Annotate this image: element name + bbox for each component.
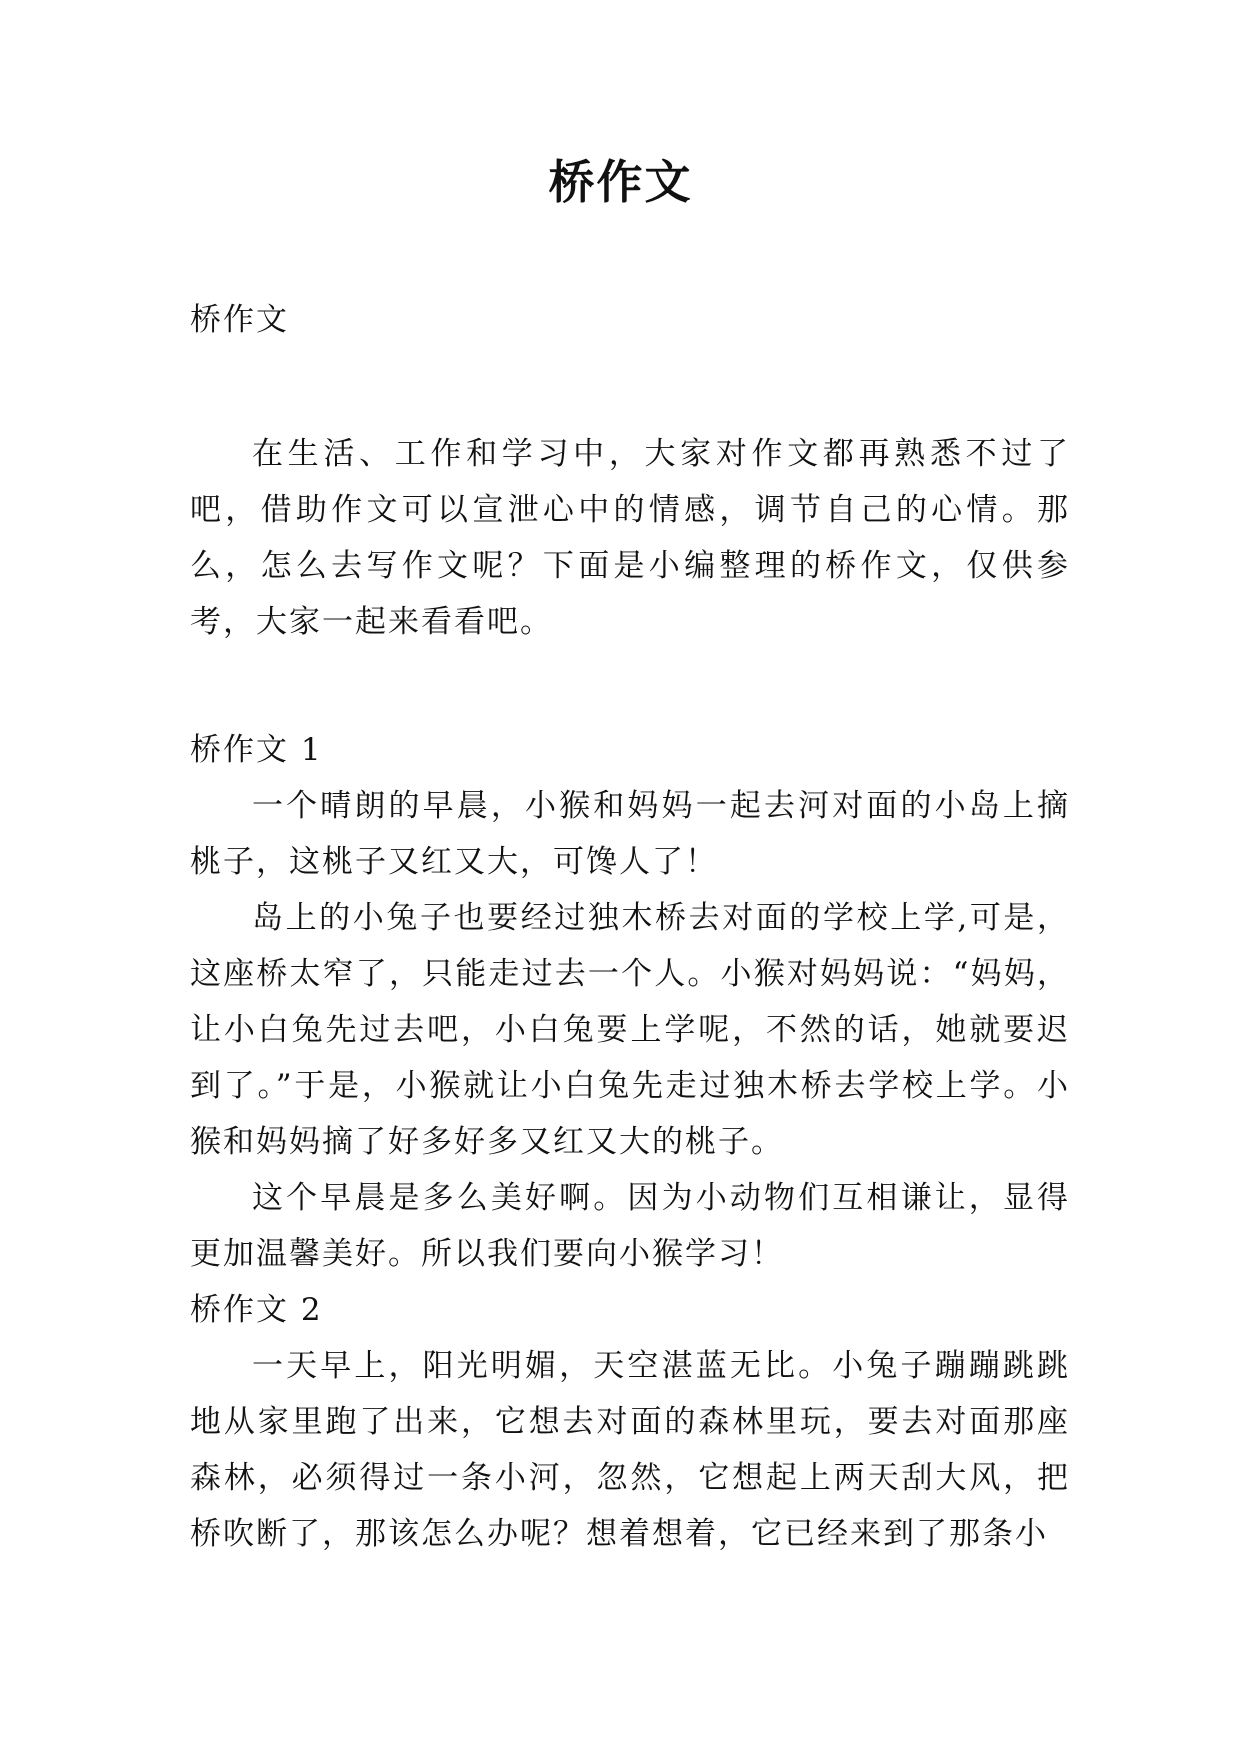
section-2-heading: 桥作文 2	[190, 1292, 323, 1328]
section-1-paragraph-3: 这个早晨是多么美好啊。因为小动物们互相谦让，显得更加温馨美好。所以我们要向小猴学习！	[190, 1180, 1070, 1272]
section-1-heading: 桥作文 1	[190, 732, 323, 768]
section-2-paragraph-1: 一天早上，阳光明媚，天空湛蓝无比。小兔子蹦蹦跳跳地从家里跑了出来，它想去对面的森林里玩，要去对面那座森林，必须得过一条小河，忽然，它想起上两天刮大风，把桥吹断了，那该怎么办呢？想着想着，它已经来到了那条小	[190, 1348, 1070, 1552]
section-1-paragraph-1: 一个晴朗的早晨，小猴和妈妈一起去河对面的小岛上摘桃子，这桃子又红又大，可馋人了！	[190, 788, 1070, 880]
document-heading: 桥作文	[190, 302, 289, 338]
document-body	[190, 292, 1070, 1562]
document-title: 桥作文	[548, 155, 693, 209]
section-1-paragraph-2: 岛上的小兔子也要经过独木桥去对面的学校上学,可是，这座桥太窄了，只能走过去一个人。小猴对妈妈说：“妈妈，让小白兔先过去吧，小白兔要上学呢，不然的话，她就要迟到了。”于是，小猴就让小白兔先走过独木桥去学校上学。小猴和妈妈摘了好多好多又红又大的桃子。	[190, 900, 1070, 1160]
intro-paragraph: 在生活、工作和学习中，大家对作文都再熟悉不过了吧，借助作文可以宣泄心中的情感，调节自己的心情。那么，怎么去写作文呢？下面是小编整理的桥作文，仅供参考，大家一起来看看吧。	[190, 436, 1070, 640]
